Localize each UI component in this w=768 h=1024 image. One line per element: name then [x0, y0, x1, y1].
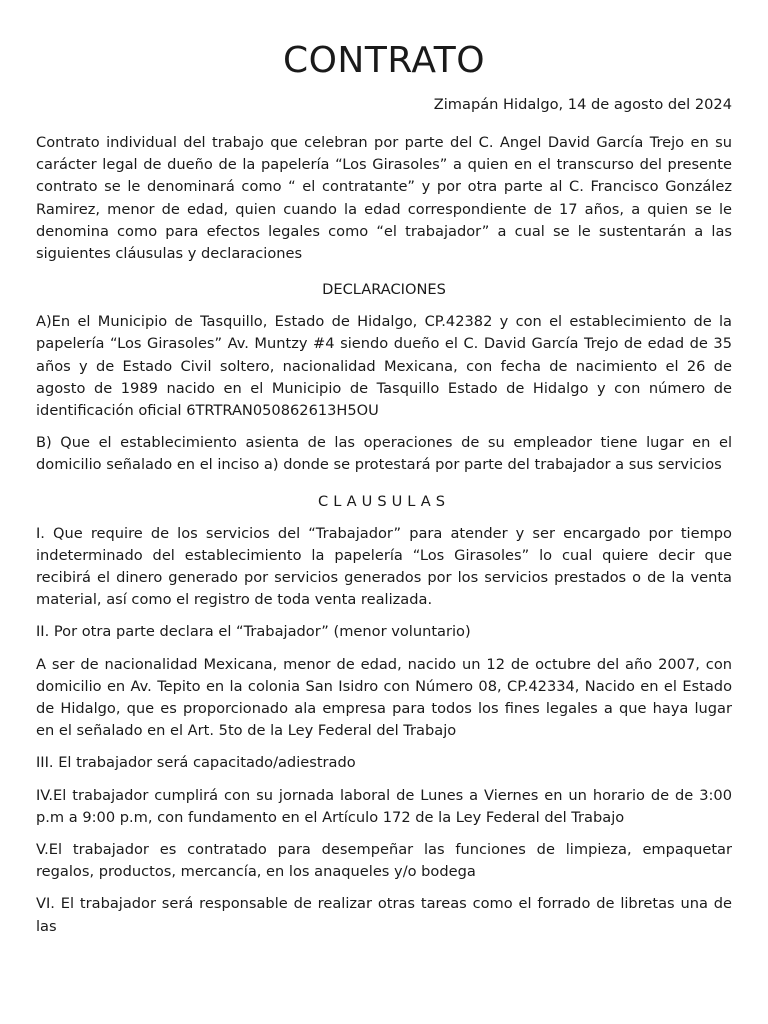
declarations-heading: DECLARACIONES — [322, 281, 446, 299]
clause-ii-detail: A ser de nacionalidad Mexicana, menor de edad, nacido un 12 de octubre del año 2007, con domicilio en Av. Tepito en la colonia San Isidro con Número 08, CP.42334, Nacido en el Estado de Hidalgo, que es proporcionado ala empresa para todos los fines legales a que haya lugar en el señalado en el Art. 5to de la Ley Federal del Trabajo — [36, 655, 732, 740]
clause-vi: VI. El trabajador será responsable de realizar otras tareas como el forrado de libretas una de las — [36, 895, 732, 935]
clause-ii: II. Por otra parte declara el “Trabajador” (menor voluntario) — [36, 623, 471, 641]
clause-iv: IV.El trabajador cumplirá con su jornada laboral de Lunes a Viernes en un horario de de 3:00 p.m a 9:00 p.m, con fundamento en el Artículo 172 de la Ley Federal del Trabajo — [36, 786, 732, 826]
document-page — [36, 0, 732, 1024]
declaration-b: B) Que el establecimiento asienta de las operaciones de su empleador tiene lugar en el domicilio señalado en el inciso a) donde se protestará por parte del trabajador a sus servicios — [36, 434, 732, 474]
intro-paragraph: Contrato individual del trabajo que celebran por parte del C. Angel David García Trejo en su carácter legal de dueño de la papelería “Los Girasoles” a quien en el transcurso del presente contrato se le denominará como “ el contratante” y por otra parte al C. Francisco González Ramirez, menor de edad, quien cuando la edad correspondiente de 17 años, a quien se le denomina como para efectos legales como “el trabajador” a cual se le sustentarán a las siguientes cláusulas y declaraciones — [36, 134, 732, 263]
place-date: Zimapán Hidalgo, 14 de agosto del 2024 — [433, 96, 732, 113]
clause-v: V.El trabajador es contratado para desempeñar las funciones de limpieza, empaquetar regalos, productos, mercancía, en los anaqueles y/o bodega — [36, 841, 732, 881]
clause-iii: III. El trabajador será capacitado/adiestrado — [36, 754, 356, 772]
clauses-heading: CLAUSULAS — [318, 492, 450, 510]
clause-i: I. Que require de los servicios del “Trabajador” para atender y ser encargado por tiempo indeterminado del establecimiento la papelería “Los Girasoles” lo cual quiere decir que recibirá el dinero generado por servicios generados por los servicios prestados o de la venta material, así como el registro de toda venta realizada. — [36, 524, 732, 609]
document-title: CONTRATO — [282, 40, 486, 81]
declaration-a: A)En el Municipio de Tasquillo, Estado de Hidalgo, CP.42382 y con el establecimiento de la papelería “Los Girasoles” Av. Muntzy #4 siendo dueño el C. David García Trejo de edad de 35 años y de Estado Civil soltero, nacionalidad Mexicana, con fecha de nacimiento el 26 de agosto de 1989 nacido en el Municipio de Tasquillo Estado de Hidalgo y con número de identificación oficial 6TRTRAN050862613H5OU — [36, 313, 732, 420]
